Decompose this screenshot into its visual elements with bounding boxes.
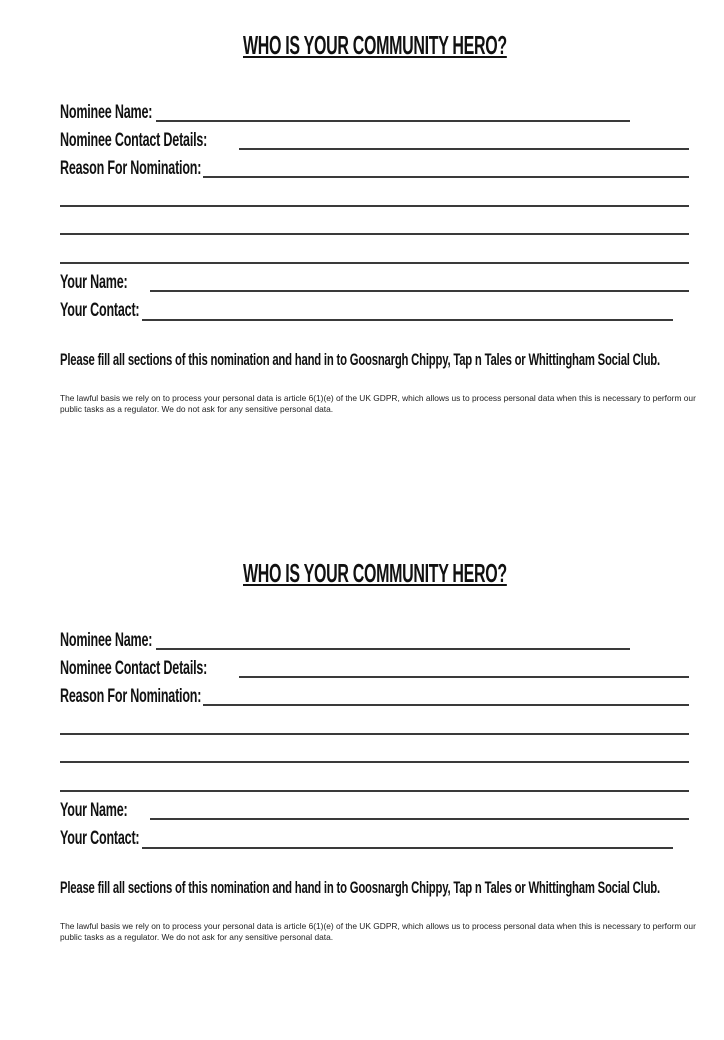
nominee-name-field[interactable] xyxy=(156,648,630,650)
reason-field-line-3[interactable] xyxy=(60,233,689,235)
gdpr-notice: The lawful basis we rely on to process your personal data is article 6(1)(e) of the UK GDPR, which allows us to process personal data when this is necessary to perform our public tasks as a regulator. We do not ask for any sensitive personal data. xyxy=(60,393,696,414)
nominee-name-label: Nominee Name: xyxy=(60,630,153,651)
reason-field-line-3[interactable] xyxy=(60,761,689,763)
your-name-field[interactable] xyxy=(150,818,689,820)
instruction-text: Please fill all sections of this nomination and hand in to Goosnargh Chippy, Tap n Tales or Whittingham Social Club. xyxy=(60,350,660,369)
nominee-name-field[interactable] xyxy=(156,120,630,122)
reason-label: Reason For Nomination: xyxy=(60,686,202,707)
your-name-field[interactable] xyxy=(150,290,689,292)
your-contact-field[interactable] xyxy=(142,319,673,321)
instruction-text: Please fill all sections of this nomination and hand in to Goosnargh Chippy, Tap n Tales or Whittingham Social Club. xyxy=(60,878,660,897)
reason-field-line-2[interactable] xyxy=(60,733,689,735)
reason-field-line-4[interactable] xyxy=(60,262,689,264)
nominee-contact-field[interactable] xyxy=(239,676,689,678)
form-title: WHO IS YOUR COMMUNITY HERO? xyxy=(243,30,507,60)
reason-field-line-1[interactable] xyxy=(203,704,689,706)
reason-label: Reason For Nomination: xyxy=(60,158,202,179)
gdpr-notice: The lawful basis we rely on to process your personal data is article 6(1)(e) of the UK GDPR, which allows us to process personal data when this is necessary to perform our public tasks as a regulator. We do not ask for any sensitive personal data. xyxy=(60,921,696,942)
reason-field-line-4[interactable] xyxy=(60,790,689,792)
your-name-label: Your Name: xyxy=(60,272,128,293)
reason-field-line-2[interactable] xyxy=(60,205,689,207)
nominee-contact-label: Nominee Contact Details: xyxy=(60,658,208,679)
your-contact-label: Your Contact: xyxy=(60,300,140,321)
nominee-contact-label: Nominee Contact Details: xyxy=(60,130,208,151)
nomination-form-1 xyxy=(0,0,724,512)
your-contact-label: Your Contact: xyxy=(60,828,140,849)
nomination-form-2 xyxy=(0,528,724,1040)
nominee-name-label: Nominee Name: xyxy=(60,102,153,123)
reason-field-line-1[interactable] xyxy=(203,176,689,178)
your-contact-field[interactable] xyxy=(142,847,673,849)
nominee-contact-field[interactable] xyxy=(239,148,689,150)
your-name-label: Your Name: xyxy=(60,800,128,821)
form-title: WHO IS YOUR COMMUNITY HERO? xyxy=(243,558,507,588)
